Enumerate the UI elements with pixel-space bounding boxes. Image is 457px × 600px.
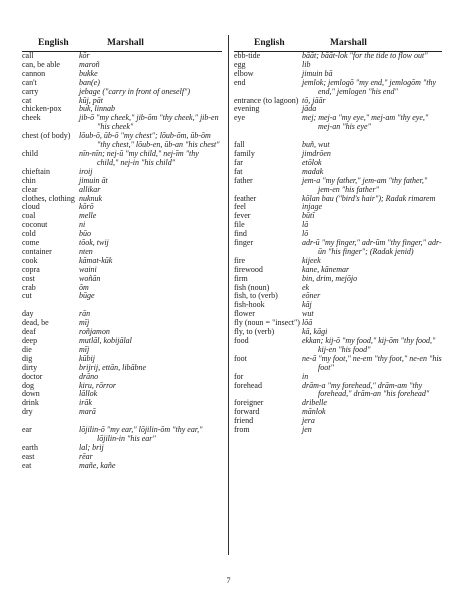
- english-term: day: [22, 309, 34, 319]
- english-term: father: [234, 175, 253, 185]
- english-term: coconut: [22, 220, 48, 230]
- marshall-header: Marshall: [107, 38, 144, 48]
- english-term: food: [234, 336, 249, 345]
- dictionary-entry: [234, 159, 442, 168]
- marshallese-translation: jemlok; jemlogō "my end," jemlogōm "thy end," jemlogen "his end": [302, 77, 437, 96]
- english-term: elbow: [234, 68, 254, 78]
- marshallese-translation: maroñ: [79, 59, 100, 69]
- english-term: finger: [234, 238, 254, 248]
- english-term: find: [234, 229, 247, 239]
- marshallese-translation: mañe, kañe: [79, 460, 116, 470]
- marshallese-translation: wut: [302, 309, 314, 319]
- marshallese-translation: marā: [79, 407, 96, 417]
- dictionary-entry: [234, 221, 442, 230]
- marshallese-translation: lōā: [302, 318, 313, 328]
- marshallese-translation: kijeek: [302, 255, 321, 265]
- marshallese-translation: būge: [79, 291, 95, 301]
- english-term: fire: [234, 255, 246, 265]
- dictionary-entry: [234, 177, 442, 195]
- marshallese-translation: tō, jāār: [302, 95, 326, 105]
- right-column-header: [234, 38, 442, 51]
- marshallese-translation: eōner: [302, 291, 321, 301]
- marshallese-translation: lāllok: [79, 389, 98, 399]
- english-term: drink: [22, 398, 39, 408]
- dictionary-entry: [234, 79, 442, 97]
- english-term: friend: [234, 416, 254, 426]
- dictionary-entry: [22, 462, 222, 471]
- marshallese-translation: kōlan bau ("bird's hair"); Radak rimarem: [302, 193, 436, 203]
- dictionary-entry: [234, 132, 442, 141]
- marshallese-translation: jem-a "my father," jem-am "thy father," jem-en "his father": [302, 175, 428, 194]
- marshallese-translation: drāno: [79, 371, 99, 381]
- marshallese-translation: ōm: [79, 282, 89, 292]
- english-term: forehead: [234, 380, 262, 390]
- english-term: foreigner: [234, 398, 264, 408]
- english-term: dig: [22, 353, 33, 363]
- dictionary-entry: [234, 141, 442, 150]
- column-divider: [228, 35, 229, 555]
- marshallese-translation: kūj, pāt: [79, 95, 103, 105]
- english-term: fly (noun = "insect"): [234, 318, 300, 328]
- english-term: ear: [22, 425, 32, 435]
- dictionary-entry: [234, 399, 442, 408]
- marshallese-translation: nten: [79, 246, 93, 256]
- english-term: cheek: [22, 113, 41, 123]
- dictionary-entry: [22, 337, 222, 346]
- marshallese-translation: drām-a "my forehead," drām-am "thy forehead," drām-an "his forehead": [302, 380, 430, 399]
- english-term: dog: [22, 380, 34, 390]
- dictionary-entry: [22, 426, 222, 444]
- marshallese-translation: nuknuk: [79, 193, 103, 203]
- english-term: dead, be: [22, 318, 49, 328]
- english-term: container: [22, 246, 52, 256]
- dictionary-entry: [234, 150, 442, 159]
- marshallese-translation: in: [302, 371, 309, 381]
- marshallese-translation: allikar: [79, 184, 101, 194]
- dictionary-entry: [22, 390, 222, 399]
- dictionary-entry: [22, 444, 222, 453]
- dictionary-entry: [22, 230, 222, 239]
- english-term: child: [22, 148, 38, 158]
- dictionary-entry: [22, 453, 222, 462]
- marshallese-translation: mej; mej-a "my eye," mej-am "thy eye," mej-an "his eye": [302, 113, 429, 132]
- dictionary-entry: [234, 426, 442, 435]
- english-term: feather: [234, 193, 257, 203]
- marshallese-translation: [79, 301, 222, 310]
- marshallese-translation: kā, kāgi: [302, 327, 328, 337]
- english-term: file: [234, 220, 245, 230]
- english-term: egg: [234, 59, 246, 69]
- marshallese-translation: lōjilin-ō "my ear," lōjilin-ōm "thy ear," lōjilin-in "his ear": [79, 425, 203, 443]
- english-term: fat: [234, 166, 243, 176]
- marshallese-translation: kāj: [302, 300, 312, 310]
- english-term: dirty: [22, 362, 38, 372]
- english-term: eat: [22, 460, 32, 470]
- marshallese-translation: woñān: [79, 273, 101, 283]
- english-term: clear: [22, 184, 38, 194]
- english-term: fish, to (verb): [234, 291, 278, 301]
- marshallese-translation: ek: [302, 282, 310, 292]
- page-number: 7: [226, 576, 231, 585]
- dictionary-entry: [234, 52, 442, 61]
- marshallese-translation: bāāt; bāāt-lok "for the tide to flow out": [302, 51, 428, 60]
- marshallese-translation: ekkan; kij-ō "my food," kij-ōm "thy food," kij-en "his food": [302, 336, 436, 354]
- dictionary-entry: [22, 221, 222, 230]
- marshallese-translation: rān: [79, 309, 91, 319]
- marshallese-translation: jib-ō "my cheek," jib-ōm "thy cheek," jib-en "his cheek": [79, 113, 219, 132]
- english-term: deaf: [22, 327, 36, 337]
- marshallese-translation: iroij: [79, 166, 93, 176]
- english-term: come: [22, 238, 40, 248]
- english-term: dry: [22, 407, 33, 417]
- english-term: forward: [234, 407, 260, 417]
- marshallese-translation: adr-ū "my finger," adr-ūm "thy finger," adr-ūn "his finger"; (Radak jenid): [302, 238, 442, 256]
- marshallese-translation: buñ, wut: [302, 140, 330, 150]
- marshallese-translation: mīj: [79, 318, 90, 328]
- english-term: family: [234, 148, 255, 158]
- marshallese-translation: nīn-nīn; nej-ū "my child," nej-īm "thy child," nej-in "his child": [79, 148, 199, 167]
- marshallese-translation: etōlok: [302, 157, 322, 167]
- dictionary-entry: [22, 408, 222, 417]
- dictionary-entry: [234, 203, 442, 212]
- english-term: chin: [22, 175, 36, 185]
- english-term: cold: [22, 229, 36, 239]
- left-entries-list: [22, 52, 222, 471]
- english-term: copra: [22, 264, 40, 274]
- english-term: far: [234, 157, 243, 167]
- dictionary-entry: [22, 195, 222, 204]
- english-term: fish (noun): [234, 282, 270, 292]
- english-term: call: [22, 51, 34, 60]
- dictionary-entry: [22, 114, 222, 132]
- english-term: die: [22, 344, 32, 354]
- dictionary-entry: [22, 168, 222, 177]
- dictionary-entry: [234, 61, 442, 70]
- marshallese-translation: mutlāl, kobijālal: [79, 336, 132, 345]
- marshallese-translation: dribelle: [302, 398, 327, 408]
- english-term: chieftain: [22, 166, 50, 176]
- english-term: can, be able: [22, 59, 60, 69]
- dictionary-entry: [234, 417, 442, 426]
- marshallese-translation: tōok, twij: [79, 238, 109, 248]
- dictionary-entry: [22, 346, 222, 355]
- marshallese-translation: būo: [79, 229, 91, 239]
- english-term: feel: [234, 202, 246, 212]
- dictionary-entry: [22, 212, 222, 221]
- dictionary-entry: [22, 132, 222, 150]
- english-term: clothes, clothing: [22, 193, 75, 203]
- marshallese-translation: lal; brij: [79, 442, 104, 452]
- marshallese-translation: lā: [302, 220, 309, 230]
- dictionary-entry: [22, 177, 222, 186]
- english-term: crab: [22, 282, 36, 292]
- dictionary-entry: [22, 373, 222, 382]
- english-term: coal: [22, 211, 36, 221]
- english-term: earth: [22, 442, 38, 452]
- marshallese-translation: mānlok: [302, 407, 326, 417]
- dictionary-entry: [22, 292, 222, 301]
- english-term: fever: [234, 211, 251, 221]
- english-term: fish-hook: [234, 300, 265, 310]
- english-term: chicken-pox: [22, 104, 62, 114]
- marshallese-translation: ne-ā "my foot," ne-em "thy foot," ne-en "his foot": [302, 353, 442, 372]
- left-column: [22, 38, 222, 470]
- dictionary-entry: [234, 382, 442, 400]
- english-header: English: [38, 38, 69, 48]
- dictionary-entry: [234, 301, 442, 310]
- marshallese-translation: brijrij, ettān, libābne: [79, 362, 147, 372]
- marshallese-translation: jimdrōen: [302, 148, 331, 158]
- marshallese-translation: jimuin bā: [302, 68, 333, 78]
- marshallese-translation: kōr: [79, 51, 90, 60]
- marshallese-translation: irāk: [79, 398, 92, 408]
- dictionary-entry: [234, 114, 442, 132]
- dictionary-entry: [234, 212, 442, 221]
- english-term: east: [22, 451, 35, 461]
- english-term: firewood: [234, 264, 263, 274]
- marshallese-translation: ban(e): [79, 77, 100, 87]
- dictionary-entry: [22, 275, 222, 284]
- english-term: can't: [22, 77, 37, 87]
- english-term: fly, to (verb): [234, 327, 275, 337]
- english-term: down: [22, 389, 40, 399]
- dictionary-entry: [22, 248, 222, 257]
- marshallese-translation: jera: [302, 416, 315, 426]
- marshallese-translation: rēar: [79, 451, 93, 461]
- dictionary-entry: [22, 88, 222, 97]
- english-term: cloud: [22, 202, 40, 212]
- english-term: fall: [234, 140, 245, 150]
- marshallese-translation: lō: [302, 229, 309, 239]
- marshallese-translation: kāmat-kūk: [79, 255, 113, 265]
- english-term: deep: [22, 336, 38, 345]
- dictionary-entry: [22, 257, 222, 266]
- english-term: cat: [22, 95, 32, 105]
- dictionary-entry: [234, 195, 442, 204]
- marshallese-translation: jen: [302, 425, 312, 435]
- english-term: for: [234, 371, 244, 381]
- dictionary-entry: [22, 239, 222, 248]
- marshallese-translation: lōub-ō, ūb-ō "my chest"; lōub-ōm, ūb-ōm "thy chest," lōub-en, ūb-an "his chest": [79, 131, 220, 150]
- marshallese-translation: roñjamon: [79, 327, 110, 337]
- english-term: eye: [234, 113, 246, 123]
- dictionary-entry: [22, 364, 222, 373]
- dictionary-entry: [22, 266, 222, 275]
- english-header: English: [254, 38, 285, 48]
- dictionary-entry: [234, 408, 442, 417]
- dictionary-entry: [22, 203, 222, 212]
- marshallese-translation: jimuin āt: [79, 175, 108, 185]
- english-term: end: [234, 77, 246, 87]
- dictionary-entry: [234, 355, 442, 373]
- dictionary-entry: [234, 239, 442, 257]
- right-entries-list: [234, 52, 442, 435]
- english-term: cut: [22, 291, 32, 301]
- marshallese-translation: melle: [79, 211, 97, 221]
- marshallese-translation: būtī: [302, 211, 315, 221]
- dictionary-entry: [22, 61, 222, 70]
- marshallese-translation: mīj: [79, 344, 90, 354]
- dictionary-entry: [22, 399, 222, 408]
- english-term: cook: [22, 255, 38, 265]
- dictionary-entry: [22, 310, 222, 319]
- marshallese-translation: lib: [302, 59, 311, 69]
- marshallese-translation: injage: [302, 202, 322, 212]
- marshallese-translation: jāda: [302, 104, 317, 114]
- left-column-header: [22, 38, 222, 51]
- marshallese-translation: jebage ("carry in front of oneself"): [79, 86, 191, 96]
- english-term: cannon: [22, 68, 46, 78]
- dictionary-entry: [22, 284, 222, 293]
- marshallese-translation: kane, kānemar: [302, 264, 350, 274]
- dictionary-entry: [22, 150, 222, 168]
- english-term: evening: [234, 104, 260, 114]
- english-term: cost: [22, 273, 35, 283]
- dictionary-entry: [234, 97, 442, 106]
- english-term: ebb-tide: [234, 51, 261, 60]
- right-column: [234, 38, 442, 434]
- marshallese-translation: bin, drim, mejōjo: [302, 273, 358, 283]
- dictionary-entry: [234, 292, 442, 301]
- marshallese-translation: ni: [79, 220, 86, 230]
- marshallese-translation: waini: [79, 264, 97, 274]
- marshallese-translation: buk, linnab: [79, 104, 115, 114]
- marshallese-translation: kiru, rōrror: [79, 380, 117, 390]
- dictionary-entry: [22, 301, 222, 310]
- marshallese-translation: bukke: [79, 68, 98, 78]
- marshall-header: Marshall: [330, 38, 367, 48]
- dictionary-entry: [22, 70, 222, 79]
- marshallese-translation: kōrō: [79, 202, 94, 212]
- dictionary-entry: [234, 337, 442, 355]
- english-term: from: [234, 425, 250, 435]
- english-term: foot: [234, 353, 247, 363]
- marshallese-translation: kūbij: [79, 353, 95, 363]
- english-term: flower: [234, 309, 255, 319]
- english-term: chest (of body): [22, 131, 71, 141]
- english-term: doctor: [22, 371, 43, 381]
- english-term: carry: [22, 86, 39, 96]
- english-term: entrance (to lagoon): [234, 95, 299, 105]
- marshallese-translation: madak: [302, 166, 324, 176]
- dictionary-entry: [22, 382, 222, 391]
- english-term: firm: [234, 273, 248, 283]
- dictionary-entry: [22, 319, 222, 328]
